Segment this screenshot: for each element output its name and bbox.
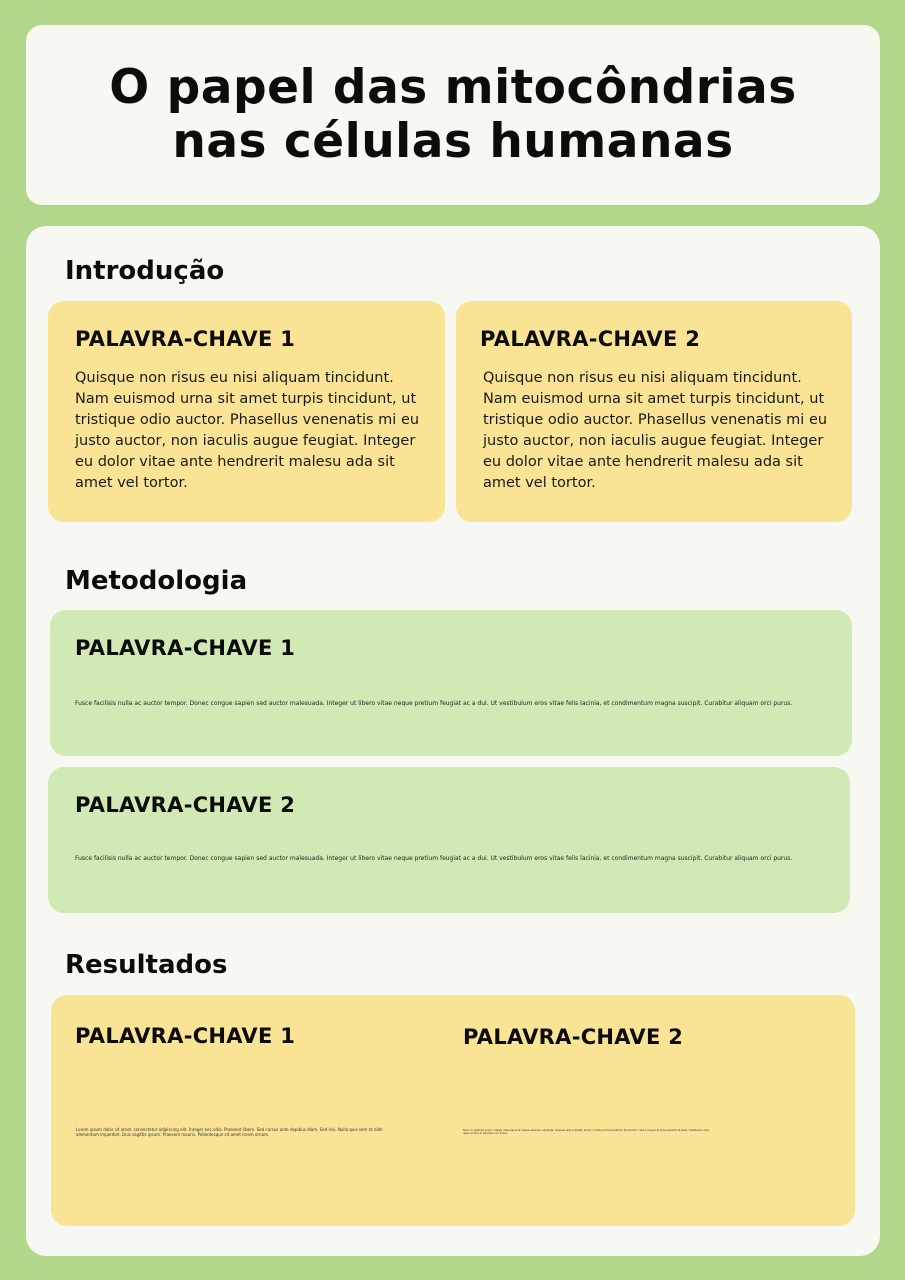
intro-text-1: Quisque non risus eu nisi aliquam tincidunt. Nam euismod urna sit amet turpis tincidunt, ut tristique odio auctor. Phasellus venenatis mi eu justo auctor, non iaculis augue feugiat. Integer eu dolor vitae ante hendrerit malesu ada sit amet vel tortor. [75,370,420,491]
method-text-1: Fusce facilisis nulla ac auctor tempor. Donec congue sapien sed auctor malesuada. Integer ut libero vitae neque pretium feugiat ac a dui. Ut vestibulum eros vitae felis lacinia, et condimentum magna suscipit. Curabitur aliquam orci purus. [75,700,793,707]
page-title [109,61,796,169]
method-card-1 [50,610,852,756]
results-card [51,995,855,1226]
intro-card-1 [48,301,445,522]
results-text-2: Nunc ac eleifend quam. Integer vitae ligula at massa vehicula vulputate. Aliquam erat volutpat. Donec in tellus et risus pretium fermentum. Sed a magna at ante pharetra facilisis. Vestibulum ante ipsum primis in faucibus orci luctus. [463,1129,710,1135]
method-card-2 [48,767,850,913]
intro-keyword-2: PALAVRA-CHAVE 2 [480,327,701,351]
method-keyword-2: PALAVRA-CHAVE 2 [75,793,296,817]
results-keyword-2: PALAVRA-CHAVE 2 [463,1025,684,1049]
method-keyword-1: PALAVRA-CHAVE 1 [75,636,296,660]
section-heading-introducao: Introdução [65,256,225,286]
main-card [26,226,880,1256]
intro-text-2: Quisque non risus eu nisi aliquam tincidunt. Nam euismod urna sit amet turpis tincidunt, ut tristique odio auctor. Phasellus venenatis mi eu justo auctor, non iaculis augue feugiat. Integer eu dolor vitae ante hendrerit malesu ada sit amet vel tortor. [483,370,828,491]
results-text-1: Lorem ipsum dolor sit amet, consectetur adipiscing elit. Integer nec odio. Praesent libero. Sed cursus ante dapibus diam. Sed nisi. Nulla quis sem at nibh elementum imperdiet. Duis sagittis ipsum. Praesent mauris. Pellentesque sit amet lorem ornare. [76,1127,383,1137]
title-line-2: nas células humanas [172,114,734,169]
intro-card-2 [456,301,852,522]
section-heading-resultados: Resultados [65,950,228,980]
intro-keyword-1: PALAVRA-CHAVE 1 [75,327,296,351]
results-keyword-1: PALAVRA-CHAVE 1 [75,1024,296,1048]
method-text-2: Fusce facilisis nulla ac auctor tempor. Donec congue sapien sed auctor malesuada. Integer ut libero vitae neque pretium feugiat ac a dui. Ut vestibulum eros vitae felis lacinia, et condimentum magna suscipit. Curabitur aliquam orci purus. [75,855,793,862]
section-heading-metodologia: Metodologia [65,566,248,596]
title-line-1: O papel das mitocôndrias [109,60,797,115]
title-card [26,25,880,205]
